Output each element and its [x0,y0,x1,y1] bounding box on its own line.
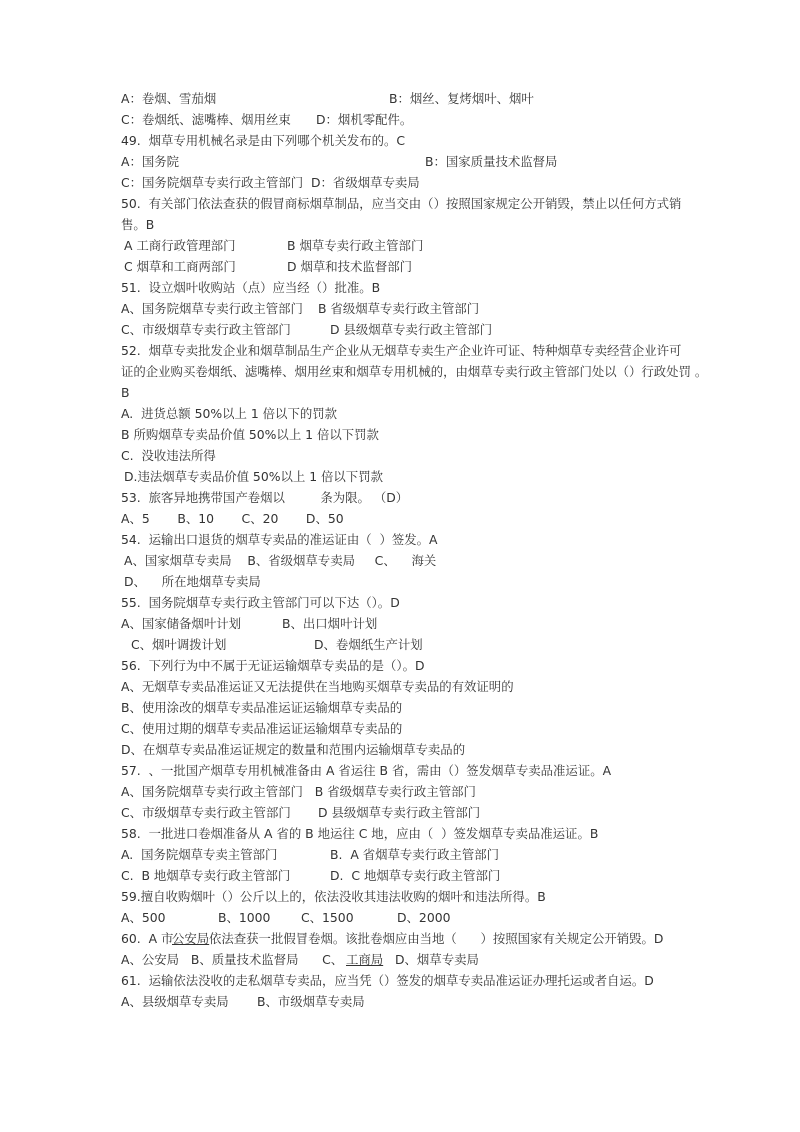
text-line-36-seg-0: A. 国务院烟草专卖主管部门 [121,847,278,862]
text-line-42-seg-0: 61. 运输依法没收的走私烟草专卖品，应当凭（）签发的烟草专卖品准运证办理托运或者自运。D [121,973,654,988]
text-line-8-seg-0: C 烟草和工商两部门 [124,259,236,274]
text-line-43-seg-0: A、县级烟草专卖局 [121,994,229,1009]
text-line-5-seg-0: 50. 有关部门依法查获的假冒商标烟草制品，应当交由（）按照国家规定公开销毁，禁止以任何方式销 [121,196,682,211]
text-line-4-seg-0: C：国务院烟草专卖行政主管部门 D：省级烟草专卖局 [121,175,420,190]
text-line-39-seg-1: B、1000 [218,910,271,925]
text-line-19-seg-0: 53. 旅客异地携带国产卷烟以 条为限。 （D） [121,490,409,505]
text-line-11-seg-0: C、市级烟草专卖行政主管部门 [121,322,291,337]
text-line-36-seg-1: B. A 省烟草专卖行政主管部门 [330,847,500,862]
text-line-40-seg-2: 依法查获一批假冒卷烟。该批卷烟应由当地（ ）按照国家有关规定公开销毁。D [209,931,664,946]
text-line-20-seg-0: A、5 B、10 C、20 D、50 [121,511,344,526]
text-line-30-seg-0: C、使用过期的烟草专卖品准运证运输烟草专卖品的 [121,721,403,736]
text-line-16-seg-0: B 所购烟草专卖品价值 50%以上 1 倍以下罚款 [121,427,379,442]
text-line-28-seg-0: A、无烟草专卖品准运证又无法提供在当地购买烟草专卖品的有效证明的 [121,679,514,694]
text-line-23-seg-0: D、 所在地烟草专卖局 [124,574,261,589]
text-line-32-seg-0: 57. 、一批国产烟草专用机械准备由 A 省运往 B 省，需由（）签发烟草专卖品准运证。A [121,763,612,778]
text-line-10-seg-1: B 省级烟草专卖行政主管部门 [318,301,480,316]
text-line-38-seg-0: 59.擅自收购烟叶（）公斤以上的，依法没收其违法收购的烟叶和违法所得。B [121,889,546,904]
text-line-31-seg-0: D、在烟草专卖品准运证规定的数量和范围内运输烟草专卖品的 [121,742,466,757]
text-line-18-seg-0: D.违法烟草专卖品价值 50%以上 1 倍以下罚款 [124,469,383,484]
text-line-37-seg-1: D. C 地烟草专卖行政主管部门 [330,868,501,883]
text-line-25-seg-1: B、出口烟叶计划 [282,616,378,631]
text-line-40-seg-0: 60. A 市 [121,931,174,946]
text-line-0-seg-1: B：烟丝、复烤烟叶、烟叶 [389,91,534,106]
text-line-1-seg-1: D：烟机零配件。 [316,112,413,127]
text-line-8-seg-1: D 烟草和技术监督部门 [287,259,412,274]
text-line-37-seg-0: C. B 地烟草专卖行政主管部门 [121,868,291,883]
text-line-9-seg-0: 51. 设立烟叶收购站（点）应当经（）批准。B [121,280,381,295]
text-line-25-seg-0: A、国家储备烟叶计划 [121,616,241,631]
text-line-12-seg-0: 52. 烟草专卖批发企业和烟草制品生产企业从无烟草专卖生产企业许可证、特种烟草专卖经营企业许可 [121,343,682,358]
text-line-41-seg-2: D、烟草专卖局 [395,952,479,967]
text-line-7-seg-0: A 工商行政管理部门 [124,238,236,253]
text-line-13-seg-0: 证的企业购买卷烟纸、滤嘴棒、烟用丝束和烟草专用机械的，由烟草专卖行政主管部门处以（）行政处罚 。 [121,364,708,379]
text-line-10-seg-0: A、国务院烟草专卖行政主管部门 [121,301,303,316]
text-line-29-seg-0: B、使用涂改的烟草专卖品准运证运输烟草专卖品的 [121,700,403,715]
text-line-6-seg-0: 售。B [121,217,155,232]
text-line-39-seg-3: D、2000 [397,910,451,925]
text-line-34-seg-1: D 县级烟草专卖行政主管部门 [318,805,481,820]
text-line-39-seg-2: C、1500 [301,910,354,925]
text-line-27-seg-0: 56. 下列行为中不属于无证运输烟草专卖品的是（）。D [121,658,425,673]
text-line-41-seg-0: A、公安局 B、质量技术监督局 C、 [121,952,344,967]
text-line-1-seg-0: C：卷烟纸、滤嘴棒、烟用丝束 [121,112,291,127]
text-line-21-seg-0: 54. 运输出口退货的烟草专卖品的准运证由（ ）签发。A [121,532,438,547]
text-line-11-seg-1: D 县级烟草专卖行政主管部门 [330,322,493,337]
text-line-24-seg-0: 55. 国务院烟草专卖行政主管部门可以下达（）。D [121,595,400,610]
text-line-22-seg-0: A、国家烟草专卖局 B、省级烟草专卖局 C、 海关 [124,553,437,568]
text-line-35-seg-0: 58. 一批进口卷烟准备从 A 省的 B 地运往 C 地，应由（ ）签发烟草专卖品准运证。B [121,826,599,841]
text-line-40-seg-1: 公安局 [172,931,210,946]
text-line-14-seg-0: B [121,385,130,400]
text-line-41-seg-1: 工商局 [346,952,384,967]
text-line-3-seg-0: A：国务院 [121,154,180,169]
text-line-26-seg-0: C、烟叶调拨计划 [131,637,227,652]
text-line-33-seg-0: A、国务院烟草专卖行政主管部门 B 省级烟草专卖行政主管部门 [121,784,476,799]
text-line-34-seg-0: C、市级烟草专卖行政主管部门 [121,805,291,820]
text-line-2-seg-0: 49. 烟草专用机械名录是由下列哪个机关发布的。C [121,133,406,148]
text-line-7-seg-1: B 烟草专卖行政主管部门 [287,238,424,253]
text-line-17-seg-0: C. 没收违法所得 [121,448,216,463]
text-line-39-seg-0: A、500 [121,910,166,925]
text-line-15-seg-0: A. 进货总额 50%以上 1 倍以下的罚款 [121,406,338,421]
text-line-43-seg-1: B、市级烟草专卖局 [257,994,365,1009]
text-line-0-seg-0: A：卷烟、雪茄烟 [121,91,217,106]
text-line-26-seg-1: D、卷烟纸生产计划 [314,637,423,652]
text-line-3-seg-1: B：国家质量技术监督局 [425,154,558,169]
